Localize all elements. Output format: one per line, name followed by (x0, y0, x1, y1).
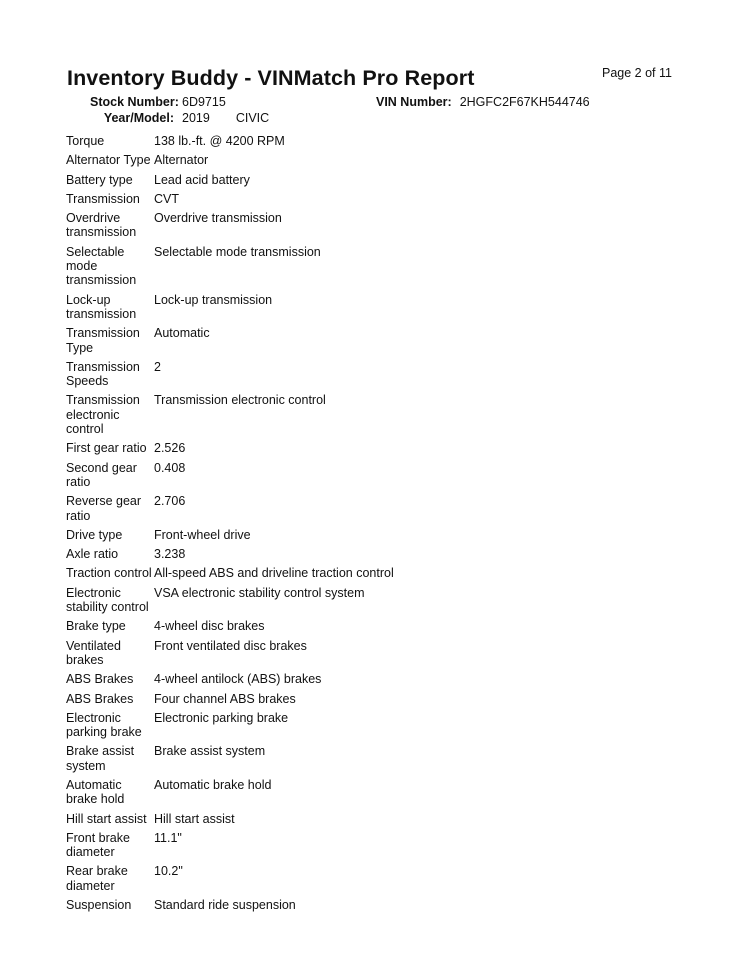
spec-value: Overdrive transmission (154, 211, 282, 226)
spec-label: Transmission Type (66, 326, 140, 355)
spec-row (66, 563, 486, 582)
year-value: 2019 (182, 111, 210, 125)
page-number: Page 2 of 11 (602, 66, 672, 80)
spec-value: Standard ride suspension (154, 898, 296, 913)
spec-row (66, 290, 486, 324)
spec-value: Hill start assist (154, 811, 235, 826)
spec-row (66, 170, 486, 189)
spec-row (66, 583, 486, 617)
spec-label: Ventilated brakes (66, 638, 121, 667)
spec-row (66, 208, 486, 242)
spec-row (66, 895, 486, 914)
spec-label: Rear brake diameter (66, 864, 128, 893)
report-title: Inventory Buddy - VINMatch Pro Report (67, 66, 475, 90)
spec-label: Axle ratio (66, 547, 119, 562)
spec-row (66, 861, 486, 895)
spec-value: Selectable mode transmission (154, 244, 321, 259)
spec-label: Reverse gear ratio (66, 494, 142, 523)
stock-number-label: Stock Number: (90, 95, 179, 109)
spec-label: Transmission (66, 191, 140, 206)
spec-value: Automatic brake hold (154, 777, 272, 792)
spec-row (66, 741, 486, 775)
spec-label: Automatic brake hold (66, 777, 125, 807)
spec-label: Second gear ratio (66, 460, 137, 489)
spec-label: Brake assist system (66, 744, 135, 773)
spec-value: 4-wheel antilock (ABS) brakes (154, 672, 322, 687)
spec-label: Alternator Type (66, 153, 151, 168)
spec-row (66, 525, 486, 544)
spec-label: Electronic parking brake (66, 710, 142, 740)
spec-value: Automatic (154, 326, 210, 341)
spec-row (66, 708, 486, 742)
spec-value: Lock-up transmission (154, 292, 273, 307)
spec-row (66, 809, 486, 828)
stock-number-row (90, 95, 226, 109)
spec-value: Electronic parking brake (154, 710, 289, 725)
spec-value: 10.2" (154, 864, 183, 879)
spec-value: 0.408 (154, 460, 186, 475)
spec-value: 2.526 (154, 441, 186, 456)
spec-label: Electronic stability control (66, 585, 149, 615)
spec-value: Lead acid battery (154, 172, 250, 187)
vin-value: 2HGFC2F67KH544746 (459, 95, 590, 109)
year-model-label: Year/Model: (103, 111, 174, 125)
spec-row (66, 189, 486, 208)
spec-label: Transmission Speeds (66, 359, 140, 389)
spec-row (66, 357, 486, 391)
spec-row (66, 669, 486, 688)
spec-label: Traction control (66, 566, 152, 581)
spec-value: 11.1" (154, 830, 182, 845)
spec-label: Brake type (66, 619, 126, 634)
spec-row (66, 775, 486, 809)
spec-row (66, 390, 486, 438)
vin-label: VIN Number: (376, 95, 452, 109)
spec-label: Selectable mode transmission (66, 244, 137, 288)
spec-row (66, 544, 486, 563)
spec-value: 3.238 (154, 547, 186, 562)
spec-row (66, 491, 486, 525)
spec-label: Battery type (66, 172, 133, 187)
spec-label: Front brake diameter (66, 830, 130, 860)
spec-label: Torque (66, 134, 105, 148)
vin-row (376, 95, 590, 109)
spec-value: Transmission electronic control (154, 393, 326, 408)
spec-row (66, 636, 486, 670)
spec-label: ABS Brakes (66, 691, 134, 706)
spec-label: First gear ratio (66, 441, 147, 456)
spec-value: Front-wheel drive (154, 527, 251, 542)
spec-value: VSA electronic stability control system (154, 585, 365, 600)
spec-label: ABS Brakes (66, 672, 134, 687)
spec-value: 2.706 (154, 494, 186, 509)
spec-row (66, 242, 486, 290)
spec-row (66, 323, 486, 357)
spec-table (66, 131, 486, 914)
spec-label: Suspension (66, 898, 132, 913)
spec-label: Hill start assist (66, 811, 147, 826)
spec-row (66, 458, 486, 492)
spec-label: Drive type (66, 527, 123, 542)
spec-value: All-speed ABS and driveline traction control (154, 566, 394, 581)
stock-number-value: 6D9715 (182, 95, 226, 109)
spec-value: Brake assist system (154, 744, 266, 759)
spec-row (66, 828, 486, 862)
year-model-row (90, 111, 269, 125)
spec-value: 4-wheel disc brakes (154, 619, 265, 634)
spec-label: Lock-up transmission (66, 292, 137, 321)
spec-row (66, 150, 486, 169)
spec-row (66, 616, 486, 635)
spec-value: CVT (154, 191, 179, 206)
spec-value: Alternator (154, 153, 209, 168)
spec-value: Front ventilated disc brakes (154, 638, 307, 653)
spec-row (66, 689, 486, 708)
spec-row (66, 131, 486, 150)
spec-label: Overdrive transmission (66, 211, 137, 240)
model-value: CIVIC (235, 111, 270, 125)
spec-label: Transmission electronic control (66, 393, 140, 437)
spec-value: Four channel ABS brakes (154, 691, 296, 706)
spec-value: 2 (154, 359, 161, 374)
spec-row (66, 438, 486, 457)
spec-value: 138 lb.-ft. @ 4200 RPM (154, 134, 285, 148)
